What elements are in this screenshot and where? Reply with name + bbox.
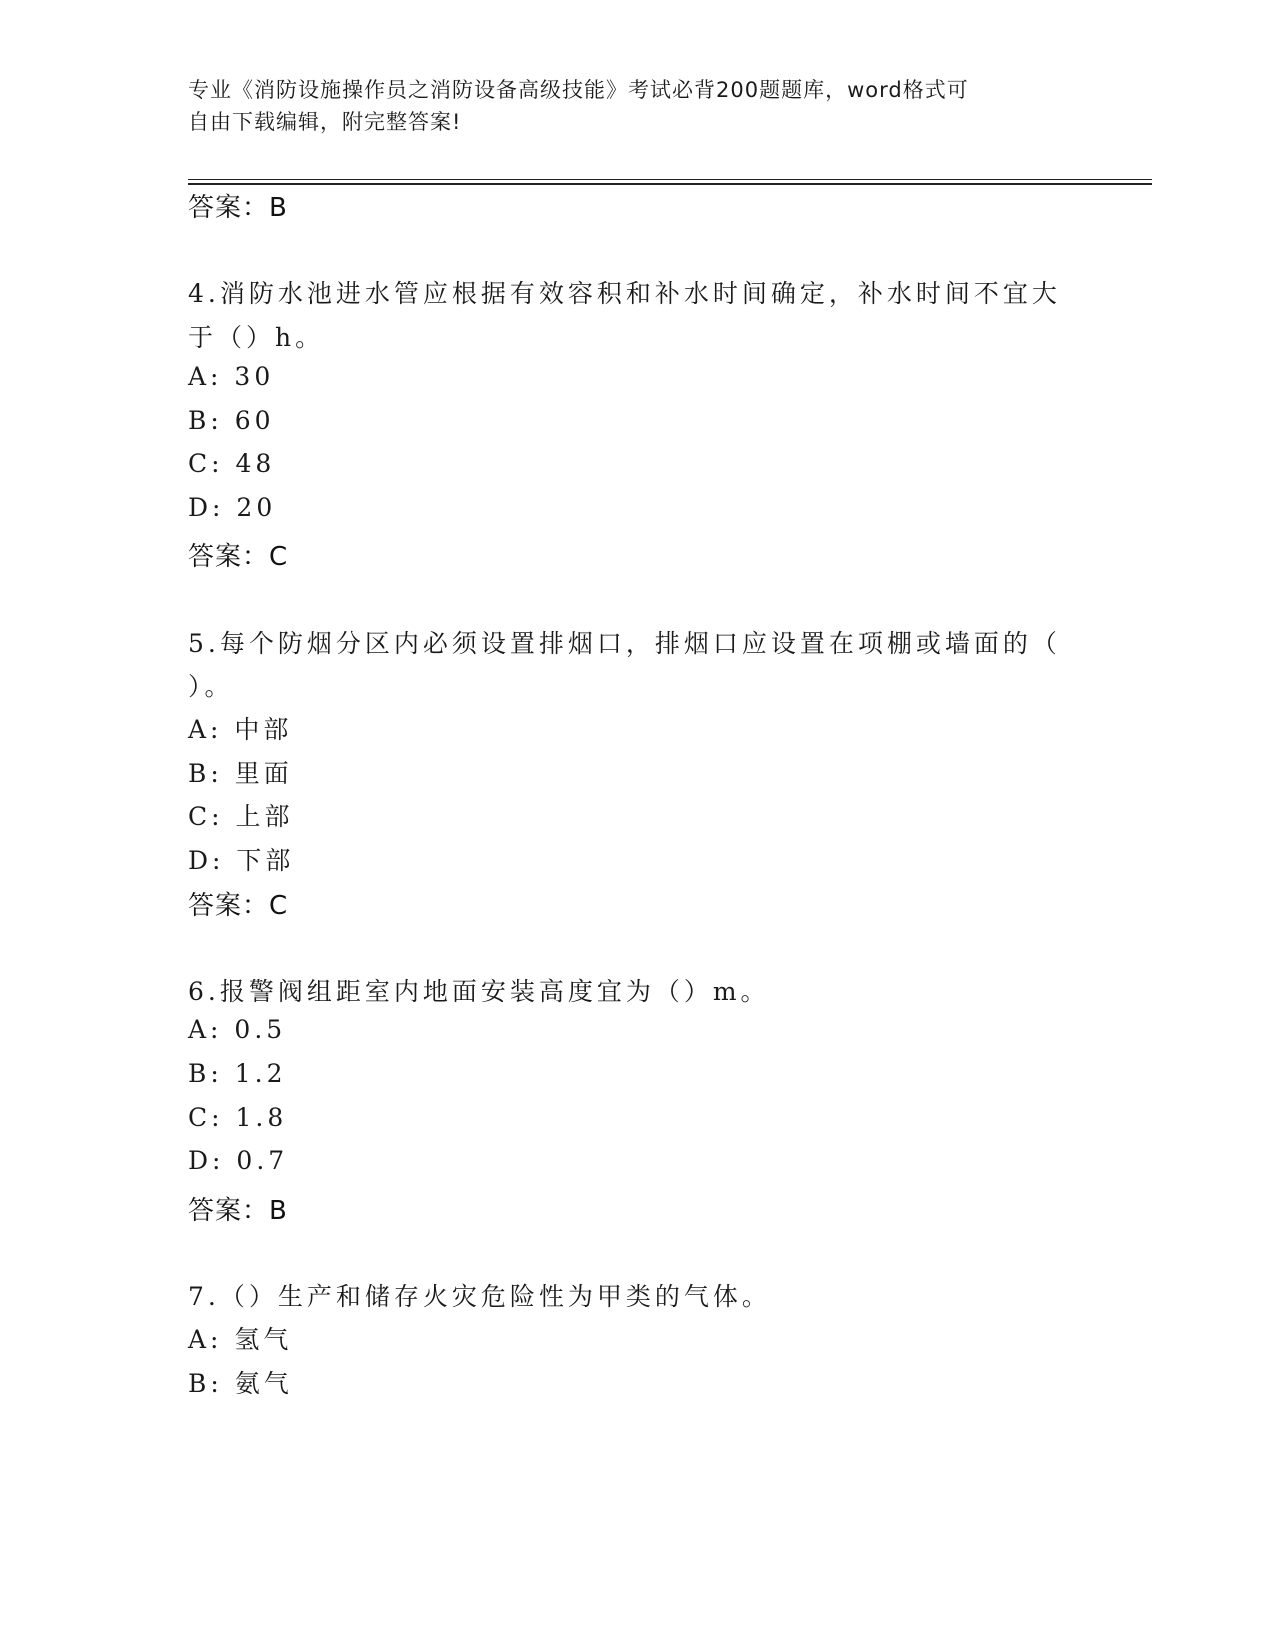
question-4-option-c: C: 48 — [188, 449, 276, 478]
question-5-stem-line-1: 5.每个防烟分区内必须设置排烟口，排烟口应设置在项棚或墙面的（ — [188, 629, 1061, 658]
question-5-option-a: A: 中部 — [188, 715, 293, 744]
question-4-option-a: A: 30 — [188, 362, 275, 391]
question-6-option-c: C: 1.8 — [188, 1103, 288, 1132]
question-5-option-d: D: 下部 — [188, 846, 295, 875]
question-7-stem: 7.（）生产和储存火灾危险性为甲类的气体。 — [188, 1282, 771, 1311]
question-7-option-a: A: 氢气 — [188, 1325, 293, 1354]
header-line-2: 自由下载编辑，附完整答案! — [188, 110, 462, 134]
previous-answer: 答案：B — [188, 193, 288, 223]
question-4-stem-line-1: 4.消防水池进水管应根据有效容积和补水时间确定，补水时间不宜大 — [188, 279, 1061, 308]
question-6-option-a: A: 0.5 — [188, 1015, 287, 1044]
question-4-option-d: D: 20 — [188, 493, 277, 522]
header-divider-thick — [188, 183, 1152, 185]
header-line-1: 专业《消防设施操作员之消防设备高级技能》考试必背200题题库，word格式可 — [188, 78, 969, 102]
question-6-stem: 6.报警阀组距室内地面安装高度宜为（）m。 — [188, 977, 770, 1006]
question-5-option-c: C: 上部 — [188, 802, 294, 831]
document-header — [188, 74, 1068, 138]
question-5-answer: 答案：C — [188, 891, 289, 921]
question-5-stem-line-2: ）。 — [188, 672, 234, 701]
question-4-option-b: B: 60 — [188, 406, 275, 435]
question-5-option-b: B: 里面 — [188, 759, 293, 788]
question-6-option-d: D: 0.7 — [188, 1146, 289, 1175]
question-6-option-b: B: 1.2 — [188, 1059, 287, 1088]
header-divider-thin — [188, 179, 1152, 180]
question-4-answer: 答案：C — [188, 542, 289, 572]
question-6-answer: 答案：B — [188, 1196, 288, 1226]
question-7-option-b: B: 氨气 — [188, 1369, 293, 1398]
question-4-stem-line-2: 于（）h。 — [188, 323, 325, 352]
